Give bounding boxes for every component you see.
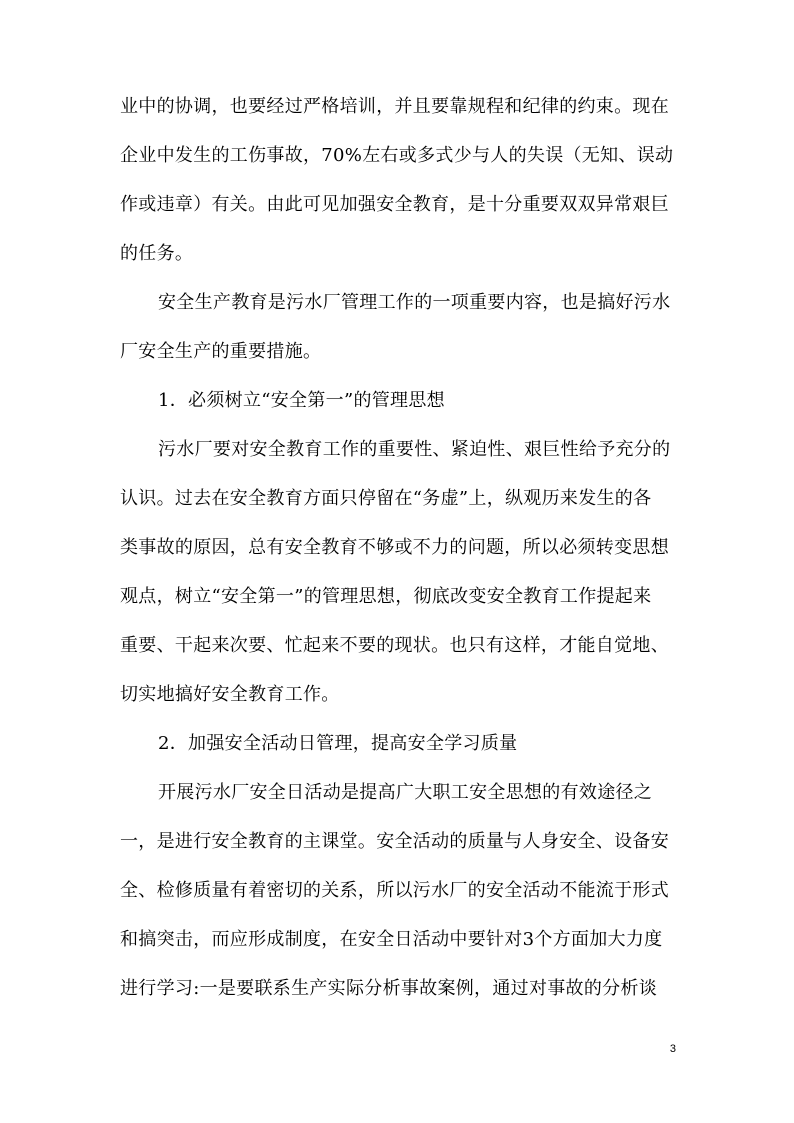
text-line: 企业中发生的工伤事故，70%左右或多式少与人的失误（无知、误动	[120, 145, 674, 166]
text-line: 全、检修质量有着密切的关系，所以污水厂的安全活动不能流于形式	[120, 880, 669, 901]
text-line: 业中的协调，也要经过严格培训，并且要靠规程和纪律的约束。现在	[120, 96, 669, 117]
text-line: 进行学习:一是要联系生产实际分析事故案例，通过对事故的分析谈	[120, 978, 658, 999]
text-line: 类事故的原因，总有安全教育不够或不力的问题，所以必须转变思想	[120, 537, 669, 558]
paragraph-first-line: 安全生产教育是污水厂管理工作的一项重要内容，也是搞好污水	[158, 292, 671, 313]
paragraph-first-line: 污水厂要对安全教育工作的重要性、紧迫性、艰巨性给予充分的	[158, 439, 671, 460]
text-line: 一，是进行安全教育的主课堂。安全活动的质量与人身安全、设备安	[120, 831, 669, 852]
paragraph-first-line: 开展污水厂安全日活动是提高广大职工安全思想的有效途径之	[158, 782, 653, 803]
text-line: 厂安全生产的重要措施。	[120, 341, 322, 362]
text-line: 重要、干起来次要、忙起来不要的现状。也只有这样，才能自觉地、	[120, 635, 669, 656]
page-number: 3	[669, 1043, 676, 1055]
text-line: 观点，树立“安全第一”的管理思想，彻底改变安全教育工作提起来	[120, 586, 652, 607]
text-line: 的任务。	[120, 243, 194, 264]
text-line: 切实地搞好安全教育工作。	[120, 684, 340, 705]
section-heading-2: 2．加强安全活动日管理，提高安全学习质量	[158, 733, 518, 754]
text-line: 作或违章）有关。由此可见加强安全教育，是十分重要双双异常艰巨	[120, 194, 669, 215]
section-heading-1: 1．必须树立“安全第一”的管理思想	[158, 390, 445, 411]
text-line: 和搞突击，而应形成制度，在安全日活动中要针对3个方面加大力度	[120, 929, 663, 950]
text-line: 认识。过去在安全教育方面只停留在“务虚”上，纵观历来发生的各	[120, 488, 652, 509]
